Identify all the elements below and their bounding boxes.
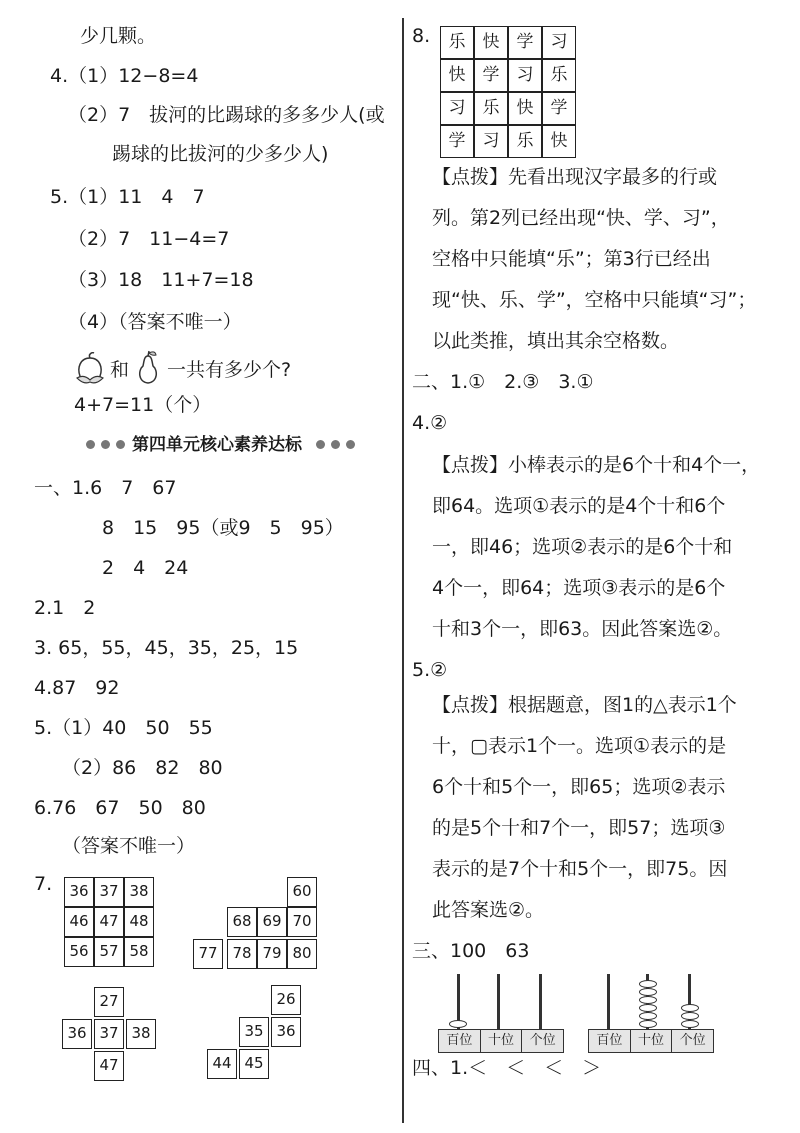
- grid-cell: 36: [62, 1019, 92, 1049]
- grid-cell: 68: [227, 907, 257, 937]
- answer-5-2: （2）7 11−4=7: [68, 228, 230, 250]
- label-hundreds: 百位: [439, 1030, 481, 1052]
- answer-5-3: （3）18 11+7=18: [68, 269, 254, 291]
- answer-8: 8.: [412, 25, 431, 47]
- answer-s7: 7.: [34, 873, 53, 895]
- grid-cell: 习: [542, 26, 576, 59]
- label-tens: 十位: [481, 1030, 523, 1052]
- bead: [639, 996, 657, 1004]
- rod-ones: [539, 974, 542, 1030]
- tip-4-line2: 即64。选项①表示的是4个十和6个: [432, 495, 726, 517]
- grid-cell: 乐: [542, 59, 576, 92]
- grid-cell: 77: [193, 939, 223, 969]
- grid-cell: 47: [94, 907, 124, 937]
- grid-cell: 35: [239, 1017, 269, 1047]
- tip-4-line5: 十和3个一，即63。因此答案选②。: [432, 618, 733, 640]
- answer-s2: 2.1 2: [34, 597, 96, 619]
- rod-hundreds: [607, 974, 610, 1030]
- tip-4-line3: 一，即46；选项②表示的是6个十和: [432, 536, 733, 558]
- answer-s5-1: 5.（1）40 50 55: [34, 717, 213, 739]
- answer-5-1: 5.（1）11 4 7: [50, 186, 205, 208]
- tip-5-line5: 表示的是7个十和5个一，即75。因: [432, 858, 728, 880]
- label-tens: 十位: [631, 1030, 673, 1052]
- answer-4-2-cont: 踢球的比拔河的少多少人): [112, 143, 329, 165]
- answer-s6: 6.76 67 50 80: [34, 797, 206, 819]
- bead: [639, 980, 657, 988]
- grid-cell: 58: [124, 937, 154, 967]
- answer-q4: 4.②: [412, 412, 448, 434]
- grid-cell: 学: [508, 26, 542, 59]
- tip-4-line4: 4个一，即64；选项③表示的是6个: [432, 577, 726, 599]
- bead: [639, 988, 657, 996]
- grid-cell: 38: [124, 877, 154, 907]
- grid-cell: 47: [94, 1051, 124, 1081]
- label-ones: 个位: [522, 1030, 563, 1052]
- label-ones: 个位: [672, 1030, 713, 1052]
- grid-cell: 70: [287, 907, 317, 937]
- answer-q5: 5.②: [412, 659, 448, 681]
- grid-cell: 习: [440, 92, 474, 125]
- bead: [681, 1004, 699, 1012]
- grid-cell: 27: [94, 987, 124, 1017]
- grid-cell: 38: [126, 1019, 156, 1049]
- grid-cell: 37: [94, 877, 124, 907]
- grid-cell: 45: [239, 1049, 269, 1079]
- grid-cell: 69: [257, 907, 287, 937]
- grid-cell: 36: [271, 1017, 301, 1047]
- tip-4-line1: 【点拨】小棒表示的是6个十和4个一，: [432, 454, 761, 476]
- answer-section-2: 二、1.① 2.③ 3.①: [412, 371, 594, 393]
- answer-5-4: （4）（答案不唯一）: [68, 311, 242, 333]
- title-dots-left: [86, 440, 125, 449]
- grid-cell: 快: [440, 59, 474, 92]
- answer-s5-2: （2）86 82 80: [62, 757, 223, 779]
- grid-cell: 快: [542, 125, 576, 158]
- tip-8-line5: 以此类推，填出其余空格数。: [432, 330, 680, 352]
- grid-cell: 快: [508, 92, 542, 125]
- bead: [681, 1012, 699, 1020]
- bead: [639, 1020, 657, 1028]
- answer-5-4-equation: 4+7=11（个）: [74, 394, 212, 416]
- tip-8-line1: 【点拨】先看出现汉字最多的行或: [432, 166, 718, 188]
- grid-cell: 60: [287, 877, 317, 907]
- peach-icon: [74, 352, 106, 386]
- tip-5-line4: 的是5个十和7个一，即57；选项③: [432, 817, 726, 839]
- answer-s4: 4.87 92: [34, 677, 120, 699]
- grid-cell: 80: [287, 939, 317, 969]
- grid-cell: 快: [474, 26, 508, 59]
- tip-5-line1: 【点拨】根据题意，图1的△表示1个: [432, 694, 737, 716]
- tip-8-line2: 列。第2列已经出现“快、学、习”，: [432, 207, 730, 229]
- grid-cell: 学: [474, 59, 508, 92]
- grid-cell: 48: [124, 907, 154, 937]
- abacus-label-bar: [438, 1029, 564, 1053]
- grid-cell: 学: [542, 92, 576, 125]
- column-divider: [402, 18, 404, 1123]
- bead: [681, 1020, 699, 1028]
- bead: [449, 1020, 467, 1028]
- grid-cell: 78: [227, 939, 257, 969]
- answer-s1-1a: 一、1.6 7 67: [34, 477, 177, 499]
- grid-cell: 乐: [474, 92, 508, 125]
- grid-cell: 乐: [508, 125, 542, 158]
- answer-5-4-question: 和 一共有多少个?: [110, 359, 292, 381]
- tip-5-line6: 此答案选②。: [432, 899, 545, 921]
- answer-s3: 3. 65，55，45，35，25，15: [34, 637, 299, 659]
- text-line: 少几颗。: [80, 25, 157, 47]
- tip-8-line3: 空格中只能填“乐”；第3行已经出: [432, 248, 711, 270]
- grid-cell: 26: [271, 985, 301, 1015]
- bead: [639, 1004, 657, 1012]
- grid-cell: 习: [474, 125, 508, 158]
- answer-section-4: 四、1.＜ ＜ ＜ ＞: [412, 1057, 602, 1079]
- grid-cell: 57: [94, 937, 124, 967]
- grid-cell: 36: [64, 877, 94, 907]
- grid-cell: 79: [257, 939, 287, 969]
- grid-cell: 44: [207, 1049, 237, 1079]
- grid-cell: 56: [64, 937, 94, 967]
- answer-4-1: 4.（1）12−8=4: [50, 65, 199, 87]
- tip-5-line2: 十，▢表示1个一。选项①表示的是: [432, 735, 727, 757]
- section-title: 第四单元核心素养达标: [132, 435, 302, 455]
- answer-section-3: 三、100 63: [412, 940, 530, 962]
- answer-s1-1c: 2 4 24: [102, 557, 189, 579]
- grid-cell: 37: [94, 1019, 124, 1049]
- bead: [639, 1012, 657, 1020]
- abacus-label-bar: [588, 1029, 714, 1053]
- tip-8-line4: 现“快、乐、学”，空格中只能填“习”；: [432, 289, 757, 311]
- rod-tens: [497, 974, 500, 1030]
- label-hundreds: 百位: [589, 1030, 631, 1052]
- answer-s1-1b: 8 15 95（或9 5 95）: [102, 517, 344, 539]
- grid-cell: 46: [64, 907, 94, 937]
- tip-5-line3: 6个十和5个一，即65；选项②表示: [432, 776, 726, 798]
- grid-cell: 学: [440, 125, 474, 158]
- answer-s6-note: （答案不唯一）: [62, 835, 196, 857]
- grid-cell: 习: [508, 59, 542, 92]
- title-dots-right: [316, 440, 355, 449]
- grid-cell: 乐: [440, 26, 474, 59]
- answer-4-2: （2）7 拔河的比踢球的多多少人(或: [68, 104, 385, 126]
